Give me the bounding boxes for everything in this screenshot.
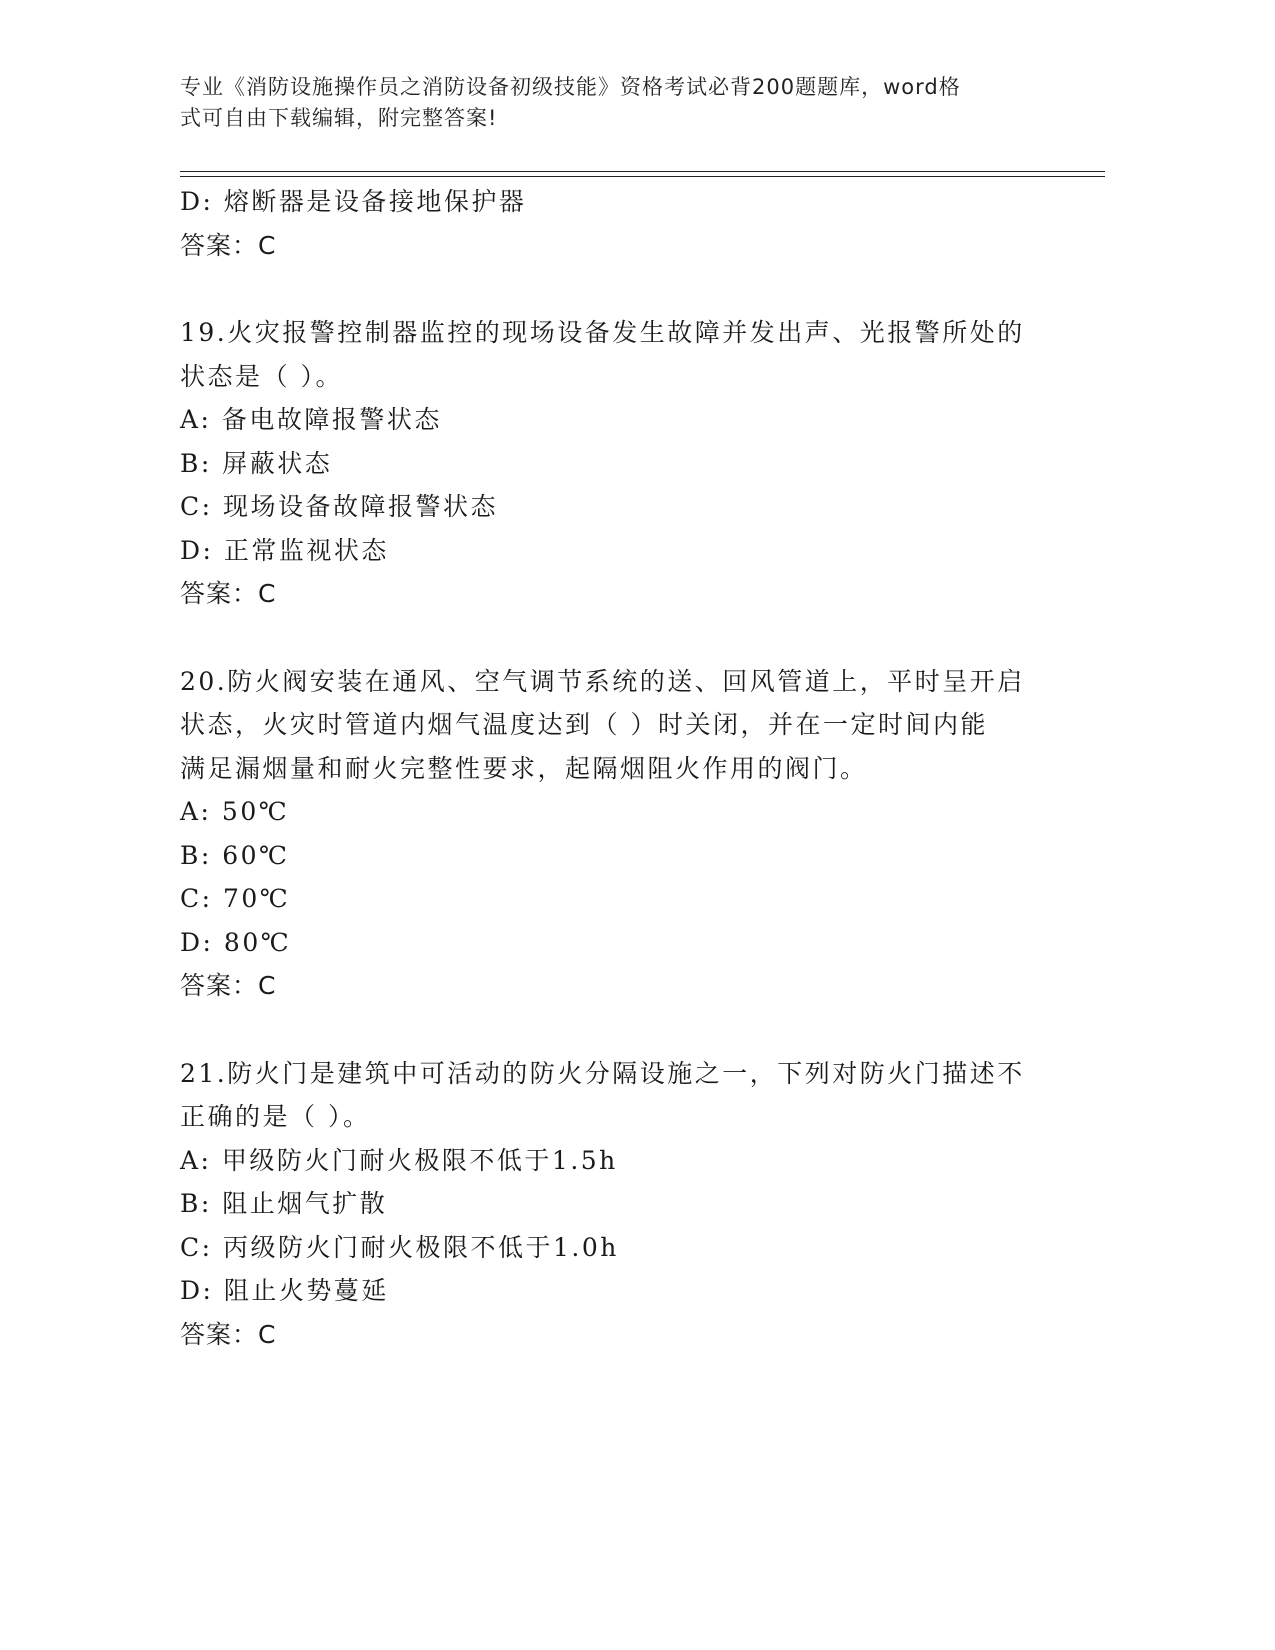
option-d: D: 熔断器是设备接地保护器 <box>180 187 527 216</box>
spacer <box>180 616 1080 660</box>
option-d: D: 阻止火势蔓延 <box>180 1276 389 1305</box>
header-divider-bottom <box>180 176 1105 177</box>
question-20 <box>180 660 1080 1008</box>
option-d: D: 正常监视状态 <box>180 535 389 565</box>
option-d: D: 80℃ <box>180 927 292 957</box>
question-stem: 正确的是（ ）。 <box>180 1102 371 1131</box>
option-b: B: 阻止烟气扩散 <box>180 1189 388 1218</box>
header-line-1: 专业《消防设施操作员之消防设备初级技能》资格考试必背200题题库，word格 <box>180 75 961 99</box>
question-list <box>180 180 1080 1356</box>
spacer <box>180 267 1080 311</box>
option-c: C: 丙级防火门耐火极限不低于1.0h <box>180 1232 619 1262</box>
option-c: C: 70℃ <box>180 884 291 913</box>
answer: 答案：C <box>180 579 277 608</box>
option-b: B: 60℃ <box>180 840 290 870</box>
document-header <box>180 72 1040 134</box>
answer: 答案：C <box>180 971 277 1000</box>
question-stem: 19.火灾报警控制器监控的现场设备发生故障并发出声、光报警所处的 <box>180 318 1025 347</box>
question-21 <box>180 1052 1080 1357</box>
option-b: B: 屏蔽状态 <box>180 448 333 478</box>
header-divider-top <box>180 171 1105 172</box>
question-18-tail <box>180 180 1080 267</box>
answer: 答案：C <box>180 1319 277 1349</box>
question-stem: 状态，火灾时管道内烟气温度达到（ ）时关闭，并在一定时间内能 <box>180 710 988 739</box>
question-stem: 21.防火门是建筑中可活动的防火分隔设施之一，下列对防火门描述不 <box>180 1058 1025 1088</box>
question-stem: 状态是（ ）。 <box>180 361 343 391</box>
question-stem: 20.防火阀安装在通风、空气调节系统的送、回风管道上，平时呈开启 <box>180 666 1025 696</box>
question-stem: 满足漏烟量和耐火完整性要求，起隔烟阻火作用的阀门。 <box>180 753 868 783</box>
answer: 答案：C <box>180 230 277 260</box>
option-a: A: 备电故障报警状态 <box>180 405 442 434</box>
option-a: A: 甲级防火门耐火极限不低于1.5h <box>180 1145 618 1175</box>
question-19 <box>180 311 1080 616</box>
option-a: A: 50℃ <box>180 797 290 826</box>
spacer <box>180 1008 1080 1052</box>
option-c: C: 现场设备故障报警状态 <box>180 492 498 521</box>
header-line-2: 式可自由下载编辑，附完整答案! <box>180 106 498 130</box>
